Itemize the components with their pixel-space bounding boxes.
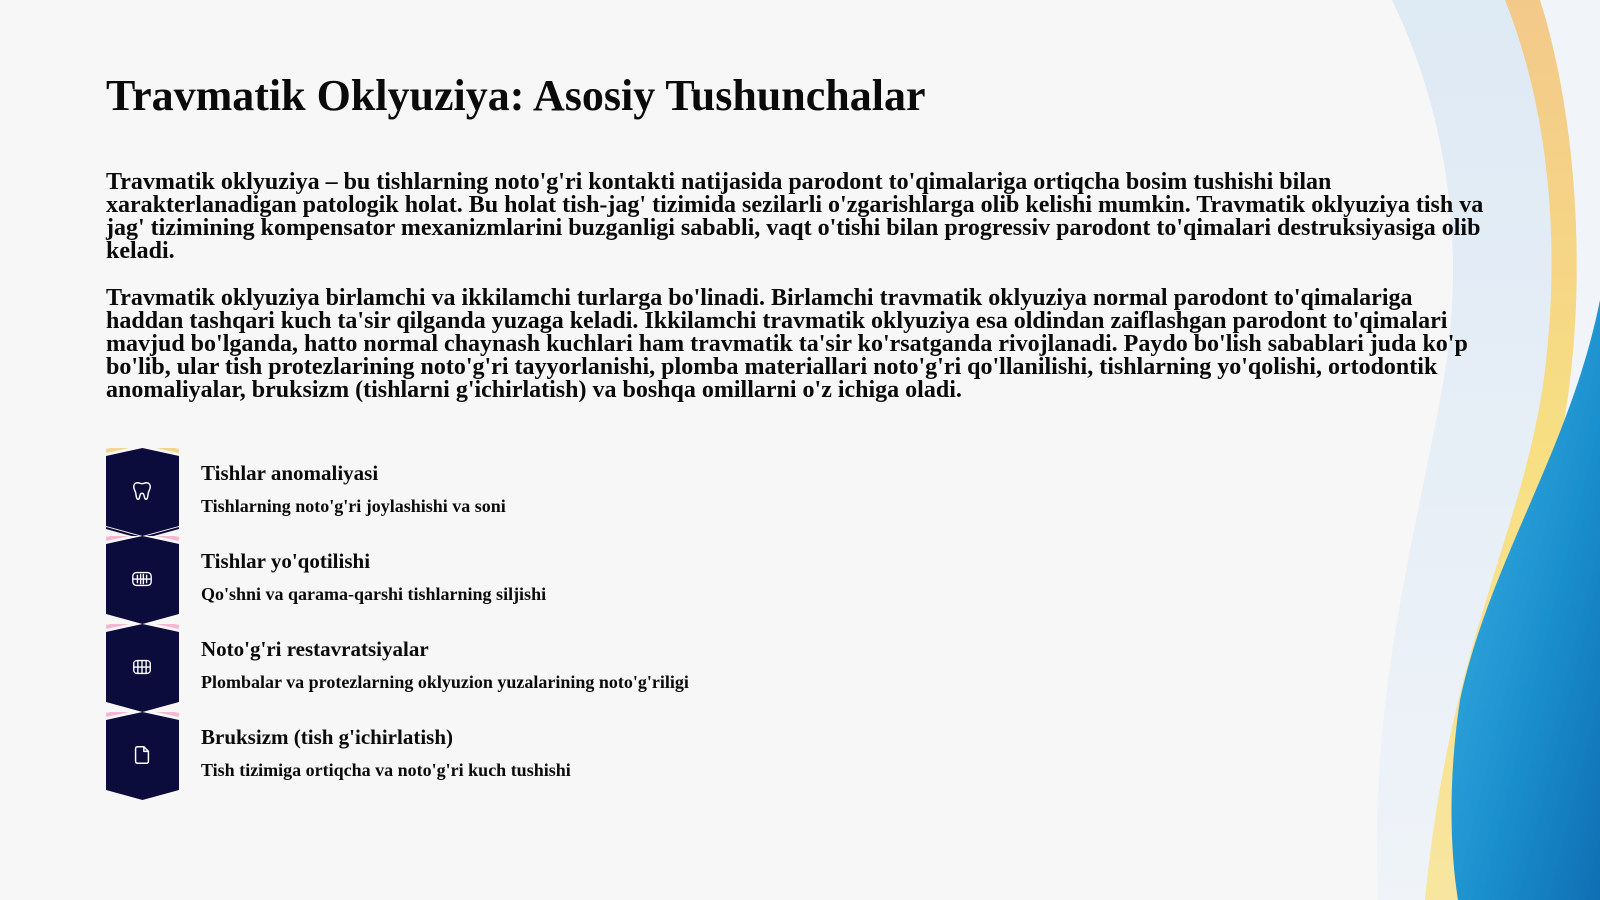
cause-item bbox=[106, 448, 1006, 536]
slide-title: Travmatik Oklyuziya: Asosiy Tushunchalar bbox=[106, 71, 926, 120]
cause-list bbox=[106, 448, 1006, 800]
cause-item bbox=[106, 624, 1006, 712]
cause-title: Noto'g'ri restavratsiyalar bbox=[201, 637, 429, 661]
tooth-icon bbox=[131, 480, 153, 502]
cause-description: Plombalar va protezlarning oklyuzion yuzalarining noto'g'riligi bbox=[201, 672, 689, 692]
cause-item bbox=[106, 536, 1006, 624]
document-icon bbox=[131, 744, 153, 766]
teeth-grin-icon bbox=[131, 656, 153, 678]
cause-description: Qo'shni va qarama-qarshi tishlarning siljishi bbox=[201, 584, 547, 604]
cause-title: Bruksizm (tish g'ichirlatish) bbox=[201, 725, 454, 749]
intro-paragraph: Travmatik oklyuziya – bu tishlarning noto'g'ri kontakti natijasida parodont to'qimalariga ortiqcha bosim tushishi bilan xarakterlanadigan patologik holat. Bu holat tish-jag' tizimida sezilarli o'zgarishlarga olib kelishi mumkin. Travmatik oklyuziya tish va jag' tizimining kompensator mexanizmlarini buzganligi sababli, vaqt o'tishi bilan progressiv parodont to'qimalari destruksiyasiga olib keladi. bbox=[106, 169, 1484, 264]
cause-title: Tishlar anomaliyasi bbox=[201, 461, 379, 485]
decorative-wave bbox=[1300, 0, 1600, 900]
types-paragraph: Travmatik oklyuziya birlamchi va ikkilamchi turlarga bo'linadi. Birlamchi travmatik oklyuziya normal parodont to'qimalariga haddan tashqari kuch ta'sir qilganda yuzaga keladi. Ikkilamchi travmatik oklyuziya esa oldindan zaiflashgan parodont to'qimalari mavjud bo'lganda, hatto normal chaynash kuchlari ham travmatik ta'sir ko'rsatganda rivojlanadi. Paydo bo'lish sabablari juda ko'p bo'lib, ular tish protezlarining noto'g'ri tayyorlanishi, plomba materiallari noto'g'ri qo'llanilishi, tishlarning yo'qolishi, ortodontik anomaliyalar, bruksizm (tishlarni g'ichirlatish) va boshqa omillarni o'z ichiga oladi. bbox=[106, 285, 1468, 403]
cause-description: Tishlarning noto'g'ri joylashishi va soni bbox=[201, 496, 506, 516]
cause-item bbox=[106, 712, 1006, 800]
teeth-grid-icon bbox=[131, 568, 153, 590]
cause-title: Tishlar yo'qotilishi bbox=[201, 549, 371, 573]
cause-description: Tish tizimiga ortiqcha va noto'g'ri kuch tushishi bbox=[201, 760, 571, 780]
